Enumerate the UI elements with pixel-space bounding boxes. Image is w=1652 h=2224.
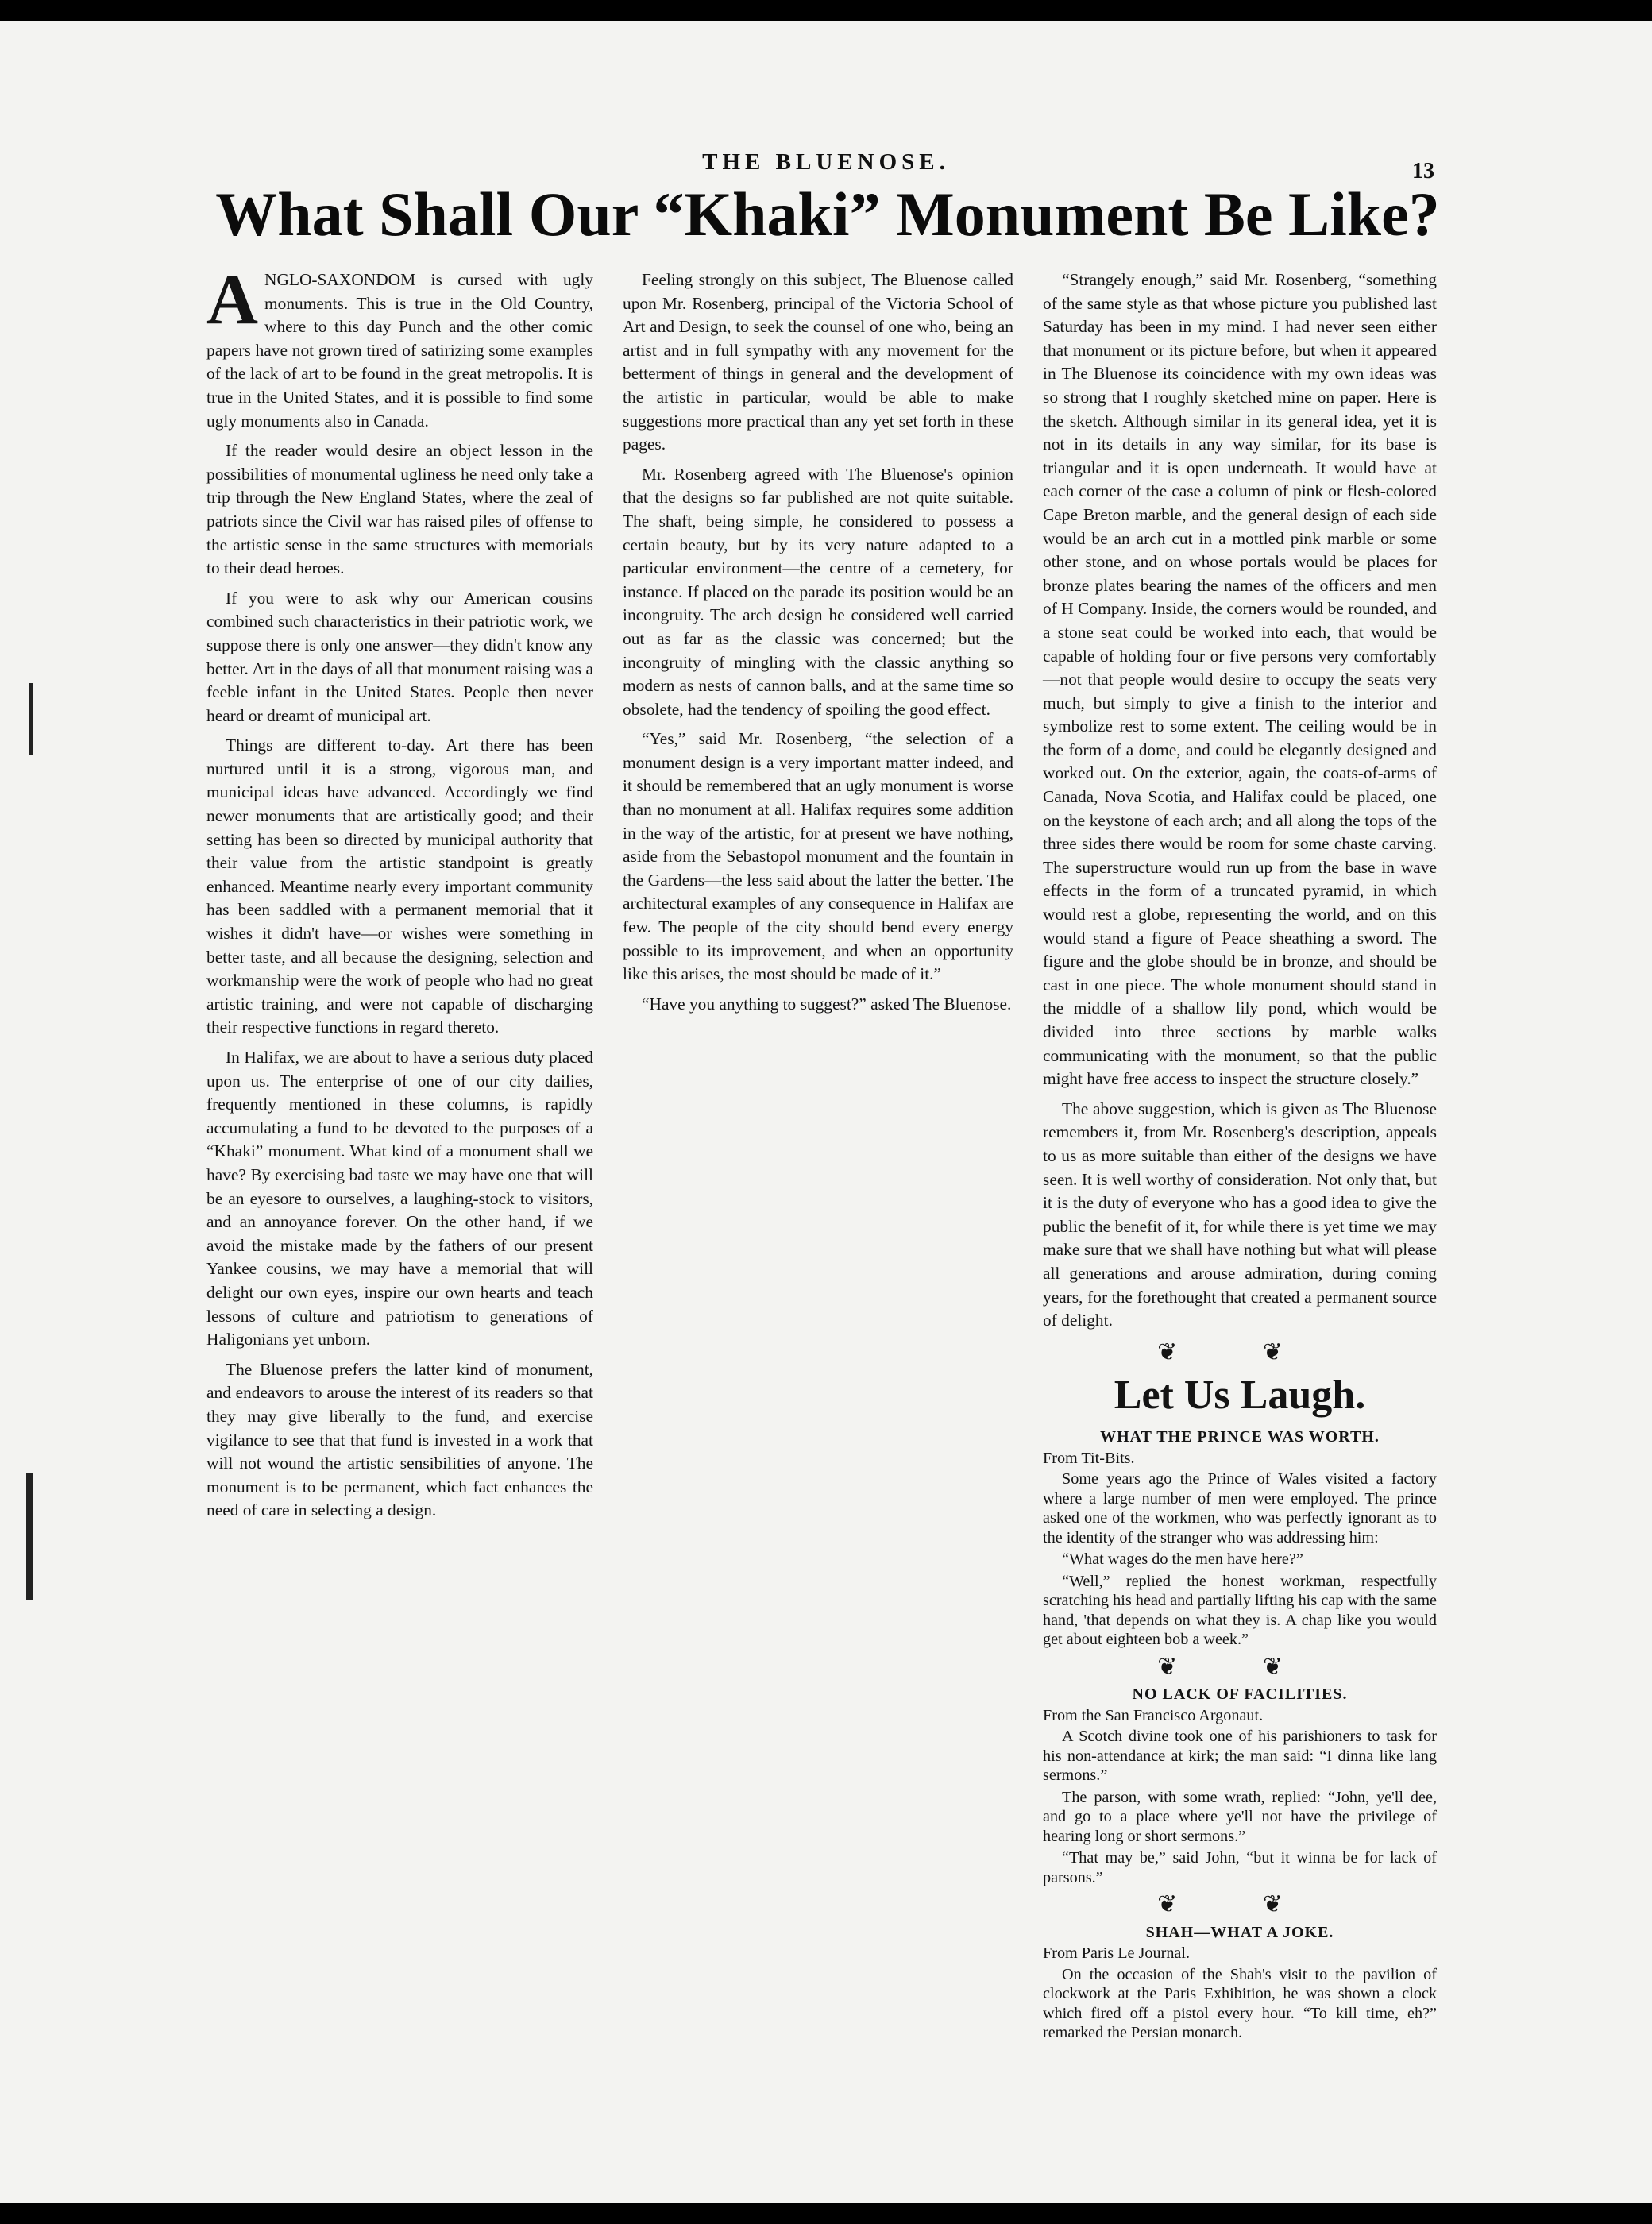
article-column-2 <box>623 268 1013 1022</box>
joke-source: From Tit-Bits. <box>1043 1449 1135 1467</box>
headline: What Shall Our “Khaki” Monument Be Like? <box>215 180 1440 249</box>
scan-mark <box>26 1473 33 1600</box>
article-column-1 <box>206 261 593 1529</box>
joke-paragraph: On the occasion of the Shah's visit to the pavilion of clockwork at the Paris Exhibition, he was shown a clock which fired off a pistol every hour. “To kill time, eh?” remarked the Persian monarch. <box>1043 1965 1437 2042</box>
article-paragraph: In Halifax, we are about to have a serious duty placed upon us. The enterprise of one of our city dailies, frequently mentioned in these columns, is rapidly accumulating a fund to be devoted to the purposes of a “Khaki” monument. What kind of a monument shall we have? By exercising bad taste we may have one that will be an eyesore to ourselves, a laughing-stock to visitors, and an annoyance forever. On the other hand, if we avoid the mistake made by the fathers of our present Yankee cousins, we may have a memorial that will delight our own eyes, inspire our own hearts and teach lessons of culture and patriotism to generations of Haligonians yet unborn. <box>206 1048 593 1349</box>
running-header: THE BLUENOSE. <box>702 149 950 175</box>
joke-heading: SHAH—WHAT A JOKE. <box>1145 1923 1334 1941</box>
article-paragraph: Things are different to-day. Art there has been nurtured until it is a strong, vigorous man, and municipal ideas have advanced. Accordingly we find newer monuments that are artistically good; and their setting has been so directed by municipal authority that their value from the artistic standpoint is greatly enhanced. Meantime nearly every important community has been saddled with a permanent memorial that it wishes it didn't have—or wishes were something in better taste, and all because the designing, selection and workmanship were the work of people who had no great artistic training, and were not capable of discharging their respective functions in regard thereto. <box>206 736 593 1037</box>
scan-mark <box>29 683 33 755</box>
joke-paragraph: “Well,” replied the honest workman, respectfully scratching his head and partially lifting his cap with the same hand, 'that depends on what they is. A chap like you would get about eighteen bob a week.” <box>1043 1572 1437 1649</box>
article-paragraph: “Have you anything to suggest?” asked The Bluenose. <box>642 994 1012 1014</box>
article-paragraph: Feeling strongly on this subject, The Bluenose called upon Mr. Rosenberg, principal of the Victoria School of Art and Design, to seek the counsel of one who, being an artist and in full sympathy with any movement for the betterment of things in general and the development of the artistic in particular, would be able to make suggestions more practical than any yet set forth in these pages. <box>623 270 1013 454</box>
article-column-3 <box>1043 268 1437 2045</box>
section-title: Let Us Laugh. <box>1114 1373 1366 1419</box>
article-paragraph: If you were to ask why our American cousins combined such characteristics in their patriotic work, we suppose there is only one answer—they didn't know any better. Art in the days of all that monument raising was a feeble infant in the United States. People then never heard or dreamt of municipal art. <box>206 588 593 725</box>
scan-border <box>0 2203 1652 2224</box>
article-paragraph: The above suggestion, which is given as The Bluenose remembers it, from Mr. Rosenberg's description, appeals to us as more suitable than either of the designs we have seen. It is well worthy of consideration. Not only that, but it is the duty of everyone who has a good idea to give the public the benefit of it, for while there is yet time we may make sure that we shall have nothing but what will please all generations and arouse admiration, during coming years, for the forethought that created a permanent source of delight. <box>1043 1098 1437 1330</box>
joke-paragraph: Some years ago the Prince of Wales visited a factory where a large number of men were employed. The prince asked one of the workmen, who was perfectly ignorant as to the identity of the stranger who was addressing him: <box>1043 1470 1437 1546</box>
article-paragraph: “Strangely enough,” said Mr. Rosenberg, “something of the same style as that whose picture you published last Saturday has been in my mind. I had never seen either that monument or its picture before, but when it appeared in The Bluenose its coincidence with my own ideas was so strong that I roughly sketched mine on paper. Here is the sketch. Although similar in its general idea, yet it is not in its details in any way similar, for its base is triangular and it is open underneath. It would have at each corner of the case a column of pink or flesh-colored Cape Breton marble, and the general design of each side would be an arch cut in a mottled pink marble or some other stone, and on whose portals would be places for bronze plates bearing the names of the officers and men of H Company. Inside, the corners would be rounded, and a stone seat could be worked into each, that would be capable of holding four or five persons very comfortably—not that people would desire to occupy the seats very much, but simply to give a finish to the interior and symbolize rest to some extent. The ceiling would be in the form of a dome, and could be elegantly designed and worked out. On the exterior, again, the coats-of-arms of Canada, Nova Scotia, and Halifax could be placed, one on the keystone of each arch; and all along the tops of the three sides there would be room for some chaste carving. The superstructure would run up from the base in wave effects in the form of a truncated pyramid, in which would rest a globe, representing the world, and on this would stand a figure of Peace sheathing a sword. The figure and the globe should be in bronze, and should be cast in one piece. The whole monument should stand in the middle of a shallow lily pond, which would be divided into three sections by marble walks communicating with the monument, so that the public might have free access to inspect the structure closely.” <box>1043 270 1437 1089</box>
joke-heading: WHAT THE PRINCE WAS WORTH. <box>1100 1428 1380 1446</box>
article-paragraph: Mr. Rosenberg agreed with The Bluenose's opinion that the designs so far published are not quite suitable. The shaft, being simple, he considered to possess a certain beauty, but by its very nature adapted to a particular environment—the centre of a cemetery, for instance. If placed on the parade its position would be an incongruity. The arch design he considered well carried out as far as the classic was concerned; but the incongruity of mingling with the classic anything so modern as nests of cannon balls, and at the same time so obsolete, had the tendency of spoiling the good effect. <box>623 464 1013 719</box>
article-paragraph: The Bluenose prefers the latter kind of monument, and endeavors to arouse the interest of its readers so that they may give liberally to the fund, and exercise vigilance to see that that fund is invested in a work that will not wound the artistic sensibilities of anyone. The monument is to be permanent, which fact enhances the need of care in selecting a design. <box>206 1359 593 1520</box>
article-paragraph: If the reader would desire an object lesson in the possibilities of monumental ugliness he need only take a trip through the New England States, where the zeal of patriots since the Civil war has raised piles of offense to the artistic sense in the same structures with memorials to their dead heroes. <box>206 441 593 578</box>
article-paragraph: ANGLO-SAXONDOM is cursed with ugly monuments. This is true in the Old Country, where to this day Punch and the other comic papers have not grown tired of satirizing some examples of the lack of art to be found in the great metropolis. It is true in the United States, and it is possible to find some ugly monuments also in Canada. <box>206 261 593 431</box>
joke-source: From the San Francisco Argonaut. <box>1043 1706 1264 1724</box>
joke-block <box>1043 1427 1437 2043</box>
joke-heading: NO LACK OF FACILITIES. <box>1132 1685 1348 1704</box>
ornament-icon: ❦ ❦ <box>1157 1338 1322 1365</box>
joke-paragraph: “That may be,” said John, “but it winna be for lack of parsons.” <box>1043 1849 1437 1886</box>
joke-paragraph: A Scotch divine took one of his parishioners to task for his non-attendance at kirk; the man said: “I dinna like lang sermons.” <box>1043 1728 1437 1785</box>
ornament-icon: ❦ ❦ <box>1157 1891 1322 1918</box>
joke-paragraph: The parson, with some wrath, replied: “John, ye'll dee, and go to a place where ye'll not have the privilege of hearing long or short sermons.” <box>1043 1788 1437 1845</box>
joke-paragraph: “What wages do the men have here?” <box>1062 1550 1303 1569</box>
drop-cap: A <box>206 261 258 339</box>
article-paragraph: “Yes,” said Mr. Rosenberg, “the selection of a monument design is a very important matter indeed, and it should be remembered that an ugly monument is worse than no monument at all. Halifax requires some addition in the way of the artistic, for at present we have nothing, aside from the Sebastopol monument and the fountain in the Gardens—the less said about the latter the better. The architectural examples of any consequence in Halifax are few. The people of the city should bend every energy possible to its improvement, and when an opportunity like this arises, the most should be made of it.” <box>623 729 1013 984</box>
page-number: 13 <box>1412 159 1434 183</box>
ornament-icon: ❦ ❦ <box>1157 1653 1322 1680</box>
joke-source: From Paris Le Journal. <box>1043 1944 1191 1963</box>
